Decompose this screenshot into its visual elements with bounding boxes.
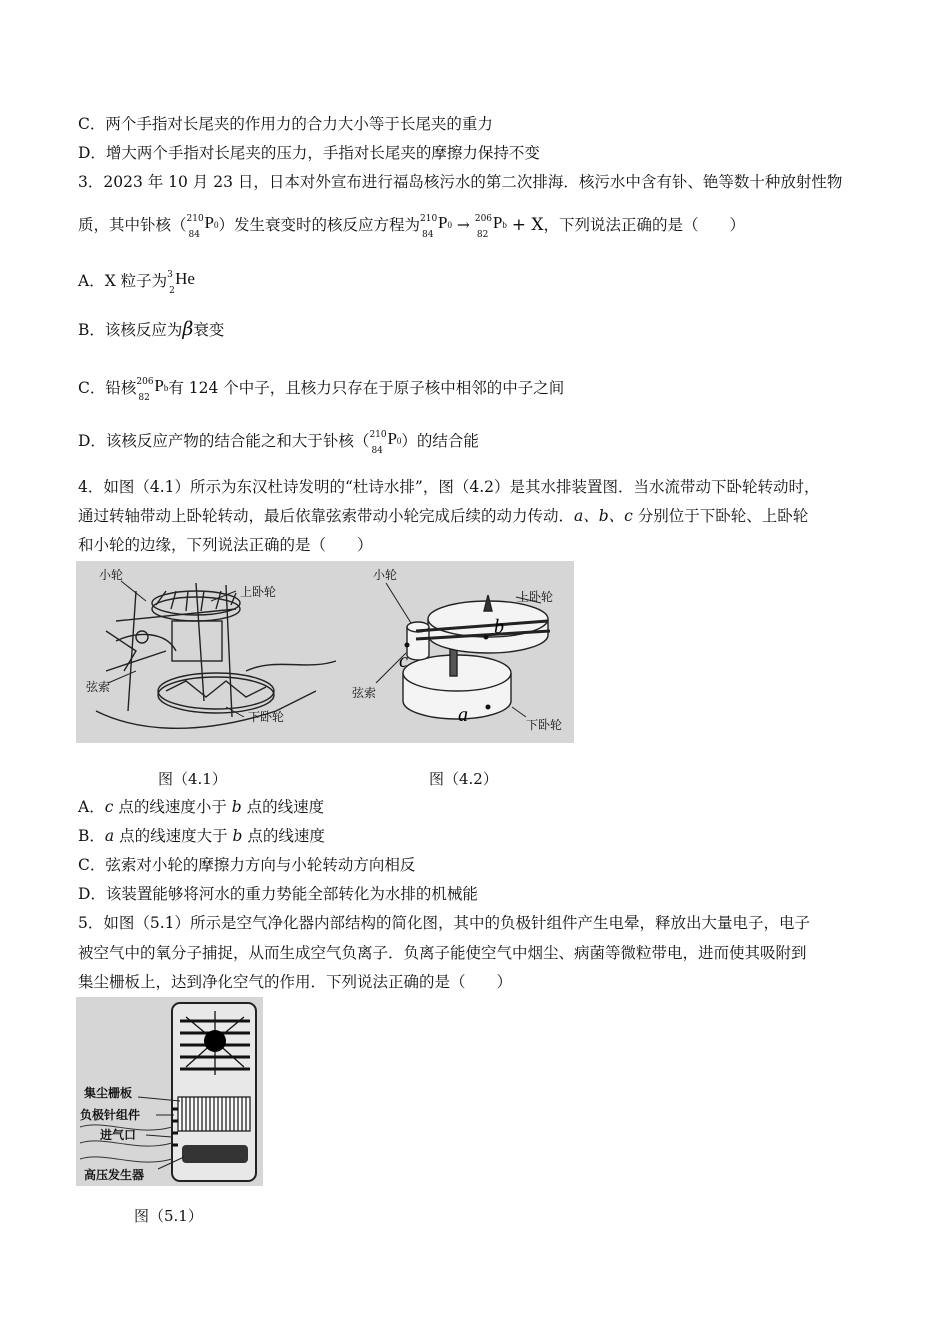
q3-option-d: D．该核反应产物的结合能之和大于钋核（ 210 84 P0）的结合能 <box>78 429 479 456</box>
equation-polonium: 210 84 P0 <box>420 213 452 240</box>
dust-plate <box>178 1097 250 1131</box>
figure-5-1-panel <box>76 997 263 1186</box>
fig42-label-lower-wheel: 下卧轮 <box>526 718 563 732</box>
q2-option-c: C．两个手指对长尾夹的作用力的合力大小等于长尾夹的重力 <box>78 115 493 133</box>
figure-4-2-schematic <box>403 595 550 719</box>
fig42-label-small-wheel: 小轮 <box>373 568 398 582</box>
figure-4-drawing <box>76 561 574 743</box>
q5-stem-line3: 集尘栅板上，达到净化空气的作用．下列说法正确的是（ ） <box>78 973 513 991</box>
q2-option-d: D．增大两个手指对长尾夹的压力，手指对长尾夹的摩擦力保持不变 <box>78 144 540 162</box>
fig42-point-b: b <box>494 616 504 638</box>
fig41-label-lower-wheel: 下卧轮 <box>248 710 285 724</box>
caption-fig-4-1: 图（4.1） <box>158 770 227 788</box>
caption-fig-5-1: 图（5.1） <box>134 1207 203 1225</box>
q4-option-c: C．弦索对小轮的摩擦力方向与小轮转动方向相反 <box>78 856 416 874</box>
lead-nuclide: 206 82 Pb <box>136 376 169 403</box>
fig51-label-generator: 高压发生器 <box>84 1168 145 1182</box>
reaction-arrow: → <box>456 216 470 234</box>
q4-stem-line3: 和小轮的边缘，下列说法正确的是（ ） <box>78 536 373 554</box>
figure-4-1-sketch <box>96 583 336 728</box>
generator-box <box>182 1145 248 1163</box>
fig41-label-upper-wheel: 上卧轮 <box>240 585 277 599</box>
q4-stem-line1: 4．如图（4.1）所示为东汉杜诗发明的“杜诗水排”，图（4.2）是其水排装置图．当水流带动下卧轮转动时， <box>78 478 820 496</box>
beta-symbol: β <box>182 318 194 340</box>
q5-stem-line1: 5．如图（5.1）所示是空气净化器内部结构的简化图，其中的负极针组件产生电晕，释放出大量电子，电子 <box>78 914 811 932</box>
q3-option-b: B．该核反应为β衰变 <box>78 318 225 340</box>
q4-option-d: D．该装置能够将河水的重力势能全部转化为水排的机械能 <box>78 885 478 903</box>
fig42-point-c: c <box>399 650 408 672</box>
polonium-nuclide: 210 84 P0 <box>186 213 219 240</box>
polonium-nuclide-d: 210 84 P0 <box>369 429 402 456</box>
equation-lead: 206 82 Pb <box>474 213 507 240</box>
fig51-label-inlet: 进气口 <box>100 1128 137 1142</box>
fig51-label-plate: 集尘栅板 <box>84 1086 133 1100</box>
fig42-label-upper-wheel: 上卧轮 <box>517 590 554 604</box>
helium-nuclide: 3 2 He <box>167 269 195 296</box>
fig51-label-needle: 负极针组件 <box>80 1108 141 1122</box>
fig42-point-a: a <box>458 704 468 726</box>
fig42-label-string: 弦索 <box>352 686 377 700</box>
caption-fig-4-2: 图（4.2） <box>429 770 498 788</box>
figure-4-panel <box>76 561 574 743</box>
q4-option-a: A．c 点的线速度小于 b 点的线速度 <box>78 798 325 816</box>
q5-stem-line2: 被空气中的氧分子捕捉，从而生成空气负离子．负离子能使空气中烟尘、病菌等微粒带电，进而使其吸附到 <box>78 944 807 962</box>
q3-stem-line1: 3．2023 年 10 月 23 日，日本对外宣布进行福岛核污水的第二次排海．核污水中含有钋、铯等数十种放射性物 <box>78 173 843 191</box>
q4-option-b: B．a 点的线速度大于 b 点的线速度 <box>78 827 325 845</box>
fig41-label-small-wheel: 小轮 <box>99 568 124 582</box>
q3-option-c: C．铅核 206 82 Pb有 124 个中子，且核力只存在于原子核中相邻的中子之间 <box>78 376 565 403</box>
plus-x: + X <box>511 215 544 235</box>
fan-hub <box>204 1030 226 1052</box>
q3-stem-line2: 质，其中钋核（ 210 84 P0）发生衰变时的核反应方程为 210 84 P0 → 206 82 Pb + X，下列说法正确的是（ ） <box>78 213 746 240</box>
figure-5-1-drawing <box>76 997 263 1186</box>
q4-stem-line2: 通过转轴带动上卧轮转动，最后依靠弦索带动小轮完成后续的动力传动．a、b、c 分别位于下卧轮、上卧轮 <box>78 507 809 525</box>
fig41-label-string: 弦索 <box>86 680 111 694</box>
q3-option-a: A．X 粒子为 3 2 He <box>78 269 195 296</box>
